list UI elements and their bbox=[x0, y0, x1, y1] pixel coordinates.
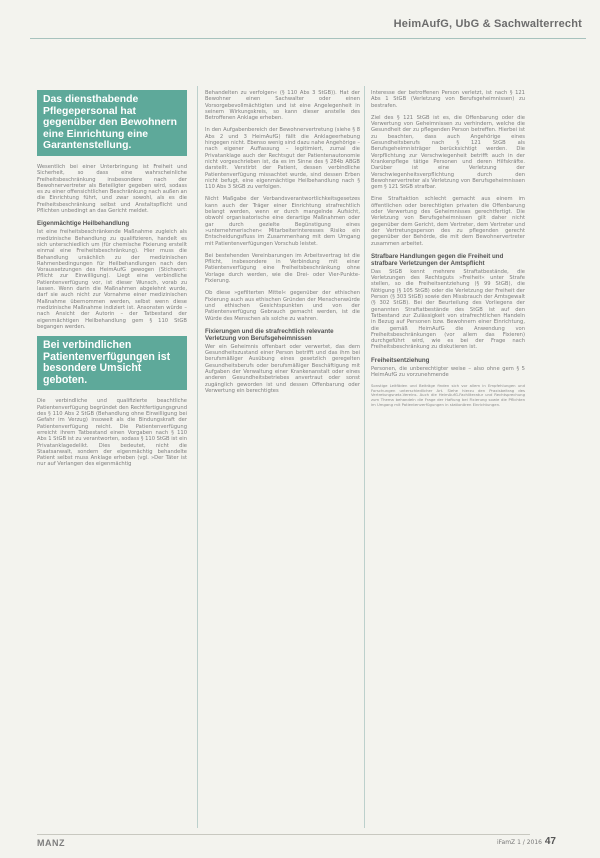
section-heading-freiheitsentziehung: Freiheitsentziehung bbox=[371, 356, 430, 364]
section-heading-berufsgeheimnisse: Fixierungen und die strafrechtlich relevante Verletzung von Berufsgeheimnissen bbox=[205, 327, 334, 342]
footer-rule bbox=[37, 834, 530, 835]
body-paragraph: Das StGB kennt mehrere Straftatbestände, die Verletzungen des Rechtsguts »Freiheit« unter Strafe stellen, so die Freiheitsentziehung (§ 99 StGB), die Nötigung (§ 105 StGB) oder die Verletzung der Freiheit der Person (§ 303 StGB) sowie den Missbrauch der Amtsgewalt (§ 302 StGB). Bei der Beurteilung des Vorliegens der genannten Straftatbestände des StGB ist auf den Tatbestand zur Zulässigkeit von strafrechtlichen Handeln in Bezug auf Personen bzw. Bewohnern einer Einrichtung, die gemäß HeimAufG die Anwendung von Freiheitsbeschränkungen (vor allem das Fixieren) durchgeführt wird, wie es bei der Frage nach Freiheitsbeschränkung zu diskutieren ist. bbox=[371, 268, 525, 351]
section-heading-eigenmaechtige-heilbehandlung: Eigenmächtige Heilbehandlung bbox=[37, 220, 130, 228]
column-divider-left bbox=[197, 86, 198, 828]
page-number: 47 bbox=[544, 836, 556, 847]
body-paragraph: Behandelten zu verfolgen« (§ 110 Abs 3 StGB)). Hat der Bewohner einen Sachwalter oder einen Vorsorgebevollmächtigten und ist eine Angelegenheit in seinem Wirkungskreis, so kann dieser anstelle des Betroffenen Anklage erheben. bbox=[205, 90, 360, 122]
body-paragraph: Interesse der betroffenen Person verletzt, ist nach § 121 Abs 1 StGB (Verletzung von Berufsgeheimnissen) zu bestrafen. bbox=[371, 90, 525, 109]
issue-label: iFamZ 1 / 2016 bbox=[496, 839, 542, 846]
column-3 bbox=[371, 90, 525, 413]
body-paragraph: Eine Straftaktion schlecht gemacht aus einem im öffentlichen oder berechtigten privaten die Offenbarung oder Verwertung des Geheimnisses gerechtfertigt. Die Verletzung von Berufsgeheimnissen gilt daher nicht gegenüber dem Gericht, dem Vertreter, dem Vertreter und der Vertretungsperson des zu pflegenden gerecht gegenüber der Behörde, die mit dem Bewohnervertreter zusammen arbeitet. bbox=[371, 196, 525, 247]
column-1 bbox=[37, 90, 187, 474]
running-head: HeimAufG, UbG & Sachwalterrecht bbox=[393, 18, 582, 30]
column-divider-right bbox=[364, 86, 365, 828]
publisher-logo: MANZ bbox=[37, 838, 65, 848]
body-paragraph: Ob diese »gefilterten Mittel« gegenüber der ethischen Fixierung auch aus ethischen Gründen der Menschenwürde und ethischen Gesichtspunkten und von der Patientenverfügung Gebrauch gemacht werden, ist die Würde des Menschen als solche zu wahren. bbox=[205, 290, 360, 322]
body-paragraph: Ziel des § 121 StGB ist es, die Offenbarung oder die Verwertung von Geheimnissen zu verhindern, welche die Gesundheit der zu pflegenden Person betreffen. Hierbei ist zu beachten, dass auch Angehörige eines Gesundheitsberufs nach § 121 StGB als Berufsgeheimnisträger berücksichtigt werden. Die Verpflichtung zur Verschwiegenheit betrifft auch in der Krankenpflege tätige Personen und deren Hilfskräfte. Darüber ist eine Verletzung der Verschwiegenheitsverpflichtung durch den Bewohnervertreter als Verletzung von Berufsgeheimnissen gem § 121 StGB strafbar. bbox=[371, 114, 525, 191]
header-rule bbox=[30, 38, 586, 39]
body-paragraph: Nicht Maßgabe der Verbandsverantwortlichkeitsgesetzes kann auch der Träger einer Einrichtung strafrechtlich belangt werden, wenn er durch mangelnde Aufsicht, obwohl organisatorische eine derartige Maßnahmen oder gar durch gezielte Begünstigung eines »unternehmerischen« Mitarbeiterinteresses Risiko ein Entscheidungsfluss im Zusammenhang mit dem Umgang mit Patientenverfügungen Vorschub leistet. bbox=[205, 196, 360, 247]
body-paragraph: Wesentlich bei einer Unterbringung ist Freiheit und Sicherheit, so dass eine wahrscheinliche Freiheitsbeschränkung insbesondere nach der Bewohnervertreter als Beteiligter gegeben wird, sodass es zu einer offensichtlichen Beschränkung nach außen an die Einrichtung führt, und zwar sowohl, als es die Freiheitsbeschränkung selbst und Anstaltspflicht und Pflichten unbedingt an das Gericht meldet. bbox=[37, 163, 187, 215]
body-paragraph: Die verbindliche und qualifizierte beachtliche Patientenverfügung begründet den Rechtfertigungsgrund des § 110 Abs 2 StGB (Behandlung ohne Einwilligung bei Gefahr im Verzug) insoweit als die Bindungskraft der Patientenverfügung reicht. Die Patientenverfügung erreicht ihrem Tatbestand einen Vorgaben nach § 110 Abs 1 StGB ist zu verantworten, sodass § 110 StGB ist ein Privatanklagedelikt. Dies bedeutet, nicht die Staatsanwalt, sondern der eigenmächtig behandelte Patient selbst muss Anklage erheben (vgl. »Der Täter ist nur auf Verlangen des eigenmächtig bbox=[37, 398, 187, 468]
body-paragraph: Bei bestehenden Vereinbarungen im Arbeitsvertrag ist die Pflicht, insbesondere in Verbindung mit einer Patientenverfügung eine Freiheitsbeschränkung ohne Vorlage durch werden, wie die Drei- oder Vier-Punkte-Fixierung. bbox=[205, 252, 360, 285]
pull-quote-callout-1: Das diensthabende Pflegepersonal hat gegenüber den Bewohnern eine Einrichtung eine Garantenstellung. bbox=[37, 90, 187, 156]
pull-quote-callout-2: Bei verbindlichen Patientenverfügungen ist besondere Umsicht geboten. bbox=[37, 336, 187, 390]
footnotes: Sonstige Leitfäden und Beiträge finden sich vor allem in Empfehlungen und Forschungen unterschiedlicher Art. Siehe hierzu den Praxisbeitrag des Vertretungsnetz-Vereins. Auch die HeimAufG-Fachliteratur und Rechtsprechung zum Thema behandeln die Frage der Haftung bei Fixierung sowie die Pflichten im Umgang mit Patientenverfügungen in stationären Einrichtungen. bbox=[371, 383, 525, 407]
body-paragraph: Personen, die unberechtigter weise – also ohne gem § 5 HeimAufG zu vorzunehmende bbox=[371, 365, 525, 378]
body-paragraph: Wer ein Geheimnis offenbart oder verwertet, das dem Gesundheitszustand einer Person betrifft und das ihm bei berufsmäßiger Ausübung eines gesetzlich geregelten Gesundheitsberufs oder berufsmäßiger Beschäftigung mit Aufgaben der Verwaltung einer Krankenanstalt oder eines anderen Gesundheitsbetriebes anvertraut oder sonst zugänglich geworden ist und dessen Offenbarung oder Verwertung ein berechtigtes bbox=[205, 343, 360, 394]
body-paragraph: Ist eine freiheitsbeschränkende Maßnahme zugleich als medizinische Behandlung zu qualifizieren, handelt es sich unterschiedlich um (für chemische Fixierung erstellt einmal eine Freiheitsbeschränkung). Hier muss die Behandlung ursächlich zu der medizinischen Rahmenbedingungen für Heilbehandlungen nach den Voraussetzungen des HeimAufG gewogen (Stichwort: Pflicht zur Einwilligung). Liegt eine verbindliche Patientenverfügung vor, ist dieser Wunsch, vorab zu lassen. Wenn darin die Maßnahmen abgelehnt wurde, darf sie auch nicht zur Vornahme einer medizinischen Maßnahme übernommen werden, selbst wenn diese medizinische Maßnahme indiziert ist. Ansonsten würde – nach Ansicht der Autorin – der Tatbestand der eigenmächtigen Heilbehandlung gem § 110 StGB begangen werden. bbox=[37, 229, 187, 330]
section-heading-strafbare-handlungen: Strafbare Handlungen gegen die Freiheit und strafbare Verletzungen der Amtspflicht bbox=[371, 252, 504, 267]
body-paragraph: In den Aufgabenbereich der Bewohnervertretung (siehe § 8 Abs 2 und 3 HeimAufG) fällt die Anklageerhebung hingegen nicht. Ebenso wenig sind dazu nahe Angehörige – nach eigener Auffassung – legitimiert, zumal die Privatanklage auch der Rechtsgut der Patientenautonomie nicht vorgeschrieben ist, da es im Sinne des § 284b ABGB darstellt. Verstirbt der Patient, dessen verbindliche Patientenverfügung missachtet wurde, sind dessen Erben nicht befugt, eine eigenmächtige Heilbehandlung nach § 110 Abs 3 StGB zu verfolgen. bbox=[205, 127, 360, 191]
column-2 bbox=[205, 90, 360, 400]
